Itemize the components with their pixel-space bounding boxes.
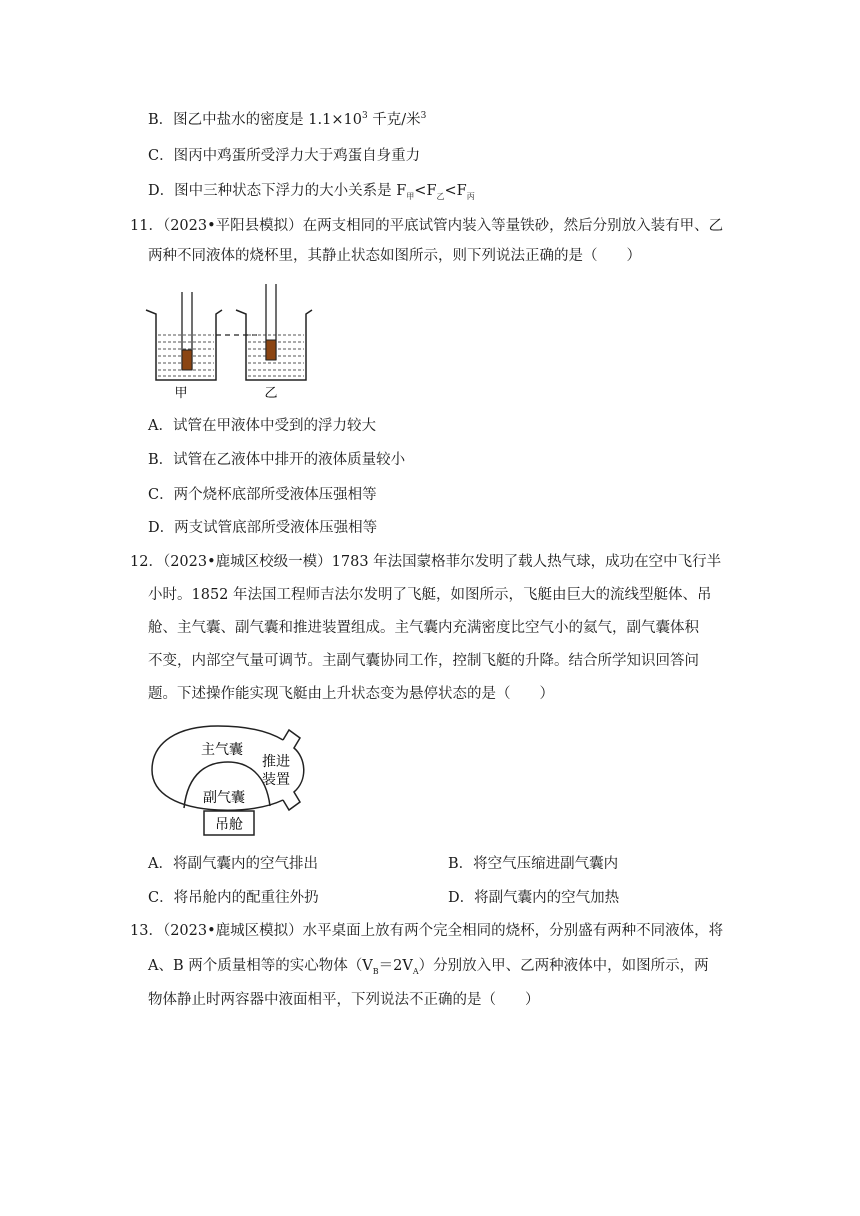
beaker-label-right: 乙 — [264, 386, 278, 400]
propulsion-unit — [283, 730, 304, 810]
gondola-label: 吊舱 — [215, 817, 243, 833]
q11-option-b: B．试管在乙液体中排开的液体质量较小 — [148, 452, 406, 468]
q13-line2-text: ＝2V — [378, 958, 413, 974]
q12-airship-figure — [148, 722, 318, 840]
subscript: A — [412, 966, 419, 976]
propel-label-2: 装置 — [262, 772, 290, 788]
q10-option-b-text: B．图乙中盐水的密度是 1.1×10 — [148, 112, 362, 128]
q13-line2-text: ）分别放入甲、乙两种液体中，如图所示，两 — [418, 958, 709, 974]
subscript: B — [372, 966, 379, 976]
q11-stem-line-1: 11．（2023•平阳县模拟）在两支相同的平底试管内装入等量铁砂，然后分别放入装有甲、乙 — [130, 218, 724, 234]
aux-bag-label: 副气囊 — [203, 790, 245, 806]
subscript: 甲 — [406, 191, 415, 201]
exponent: 3 — [420, 111, 427, 122]
q10-option-c: C．图丙中鸡蛋所受浮力大于鸡蛋自身重力 — [148, 148, 421, 164]
less-than: <F — [414, 183, 437, 199]
q11-option-a: A．试管在甲液体中受到的浮力较大 — [148, 418, 376, 434]
iron-sand-left — [182, 350, 192, 370]
q11-option-c: C．两个烧杯底部所受液体压强相等 — [148, 487, 377, 503]
q11-option-d: D．两支试管底部所受液体压强相等 — [148, 520, 378, 536]
beaker-label-left: 甲 — [174, 386, 188, 400]
q12-stem-line-3: 舱、主气囊、副气囊和推进装置组成。主气囊内充满密度比空气小的氦气，副气囊体积 — [148, 620, 699, 636]
subscript: 丙 — [466, 191, 475, 201]
less-than: <F — [444, 183, 467, 199]
exponent: 3 — [361, 111, 368, 122]
q10-option-b — [148, 110, 426, 130]
q12-stem-line-1: 12．（2023•鹿城区校级一模）1783 年法国蒙格菲尔发明了载人热气球，成功在空中飞行半 — [130, 554, 722, 570]
subscript: 乙 — [436, 191, 445, 201]
q10-option-d — [148, 181, 475, 201]
q12-option-d: D．将副气囊内的空气加热 — [448, 890, 620, 906]
q12-stem-line-4: 不变，内部空气量可调节。主副气囊协同工作，控制飞艇的升降。结合所学知识回答问 — [148, 653, 699, 669]
iron-sand-right — [266, 340, 276, 360]
q13-stem-line-2 — [148, 956, 709, 976]
q12-option-b: B．将空气压缩进副气囊内 — [448, 856, 619, 872]
q13-stem-line-3: 物体静止时两容器中液面相平，下列说法不正确的是（ ） — [148, 992, 540, 1008]
q12-stem-line-5: 题。下述操作能实现飞艇由上升状态变为悬停状态的是（ ） — [148, 686, 554, 702]
q13-stem-line-1: 13．（2023•鹿城区模拟）水平桌面上放有两个完全相同的烧杯，分别盛有两种不同液体，将 — [130, 923, 724, 939]
propel-label-1: 推进 — [262, 754, 290, 770]
q11-beaker-figure — [140, 280, 320, 400]
main-bag-label: 主气囊 — [201, 742, 243, 758]
q10-option-d-text: D．图中三种状态下浮力的大小关系是 F — [148, 183, 407, 199]
q11-stem-line-2: 两种不同液体的烧杯里，其静止状态如图所示，则下列说法正确的是（ ） — [148, 248, 641, 264]
q13-line2-text: A、B 两个质量相等的实心物体（V — [148, 958, 373, 974]
q12-option-a: A．将副气囊内的空气排出 — [148, 856, 318, 872]
q12-option-c: C．将吊舱内的配重往外扔 — [148, 890, 319, 906]
q10-option-b-unit: 千克/米 — [367, 112, 421, 128]
q12-stem-line-2: 小时。1852 年法国工程师吉法尔发明了飞艇，如图所示，飞艇由巨大的流线型艇体、吊 — [148, 587, 712, 603]
